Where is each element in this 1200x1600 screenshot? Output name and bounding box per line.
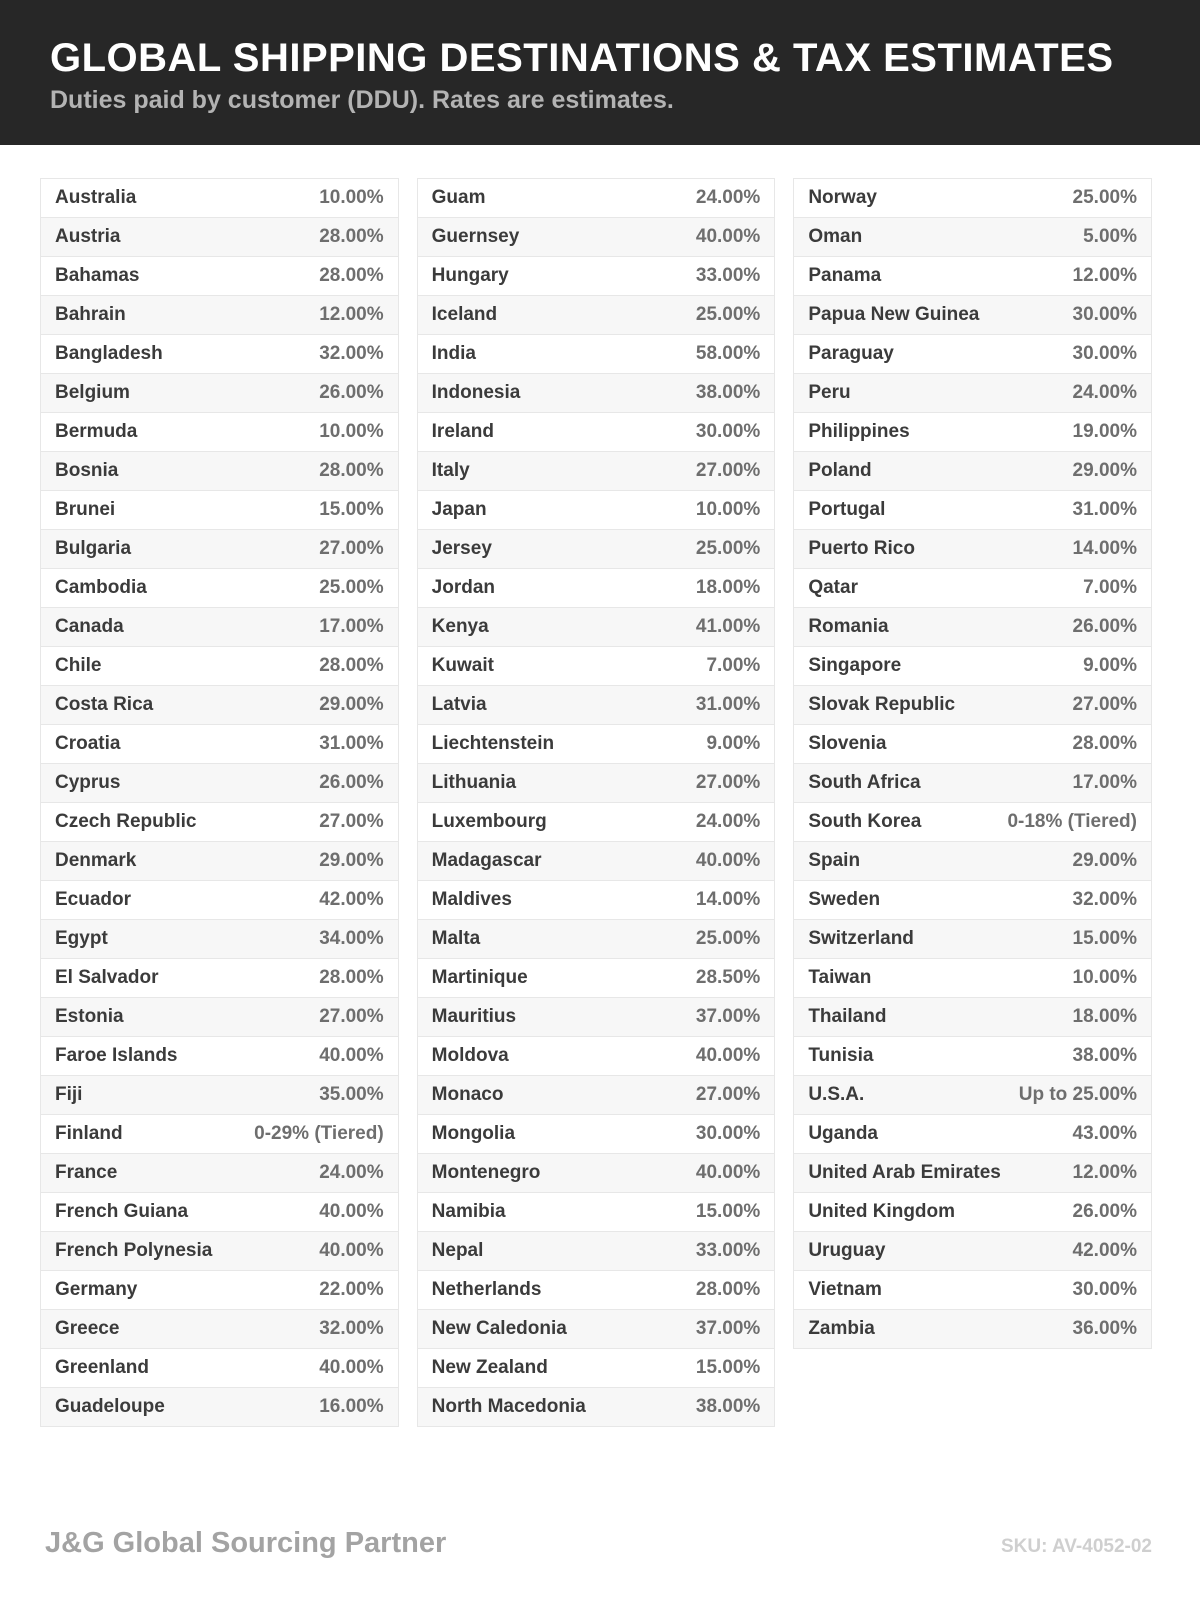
tax-rate: 40.00% — [695, 226, 761, 247]
rates-column-2 — [417, 178, 776, 1427]
tax-rate: 40.00% — [319, 1045, 384, 1066]
table-row — [418, 452, 775, 491]
tax-rate: 16.00% — [319, 1396, 384, 1417]
table-row — [794, 1193, 1151, 1232]
tax-rate: 29.00% — [1072, 460, 1137, 481]
tax-rate: 31.00% — [1072, 499, 1137, 520]
country-name: Guadeloupe — [55, 1396, 165, 1417]
tax-rate: 33.00% — [695, 1240, 761, 1261]
tax-rate: 37.00% — [695, 1318, 761, 1339]
tax-rate: 43.00% — [1072, 1123, 1137, 1144]
country-name: Cambodia — [55, 577, 147, 598]
table-row — [418, 530, 775, 569]
tax-rate: 15.00% — [1072, 928, 1137, 949]
table-row — [418, 1115, 775, 1154]
country-name: South Korea — [808, 811, 922, 832]
tax-rate: 30.00% — [1072, 343, 1137, 364]
country-name: Mauritius — [431, 1006, 517, 1027]
tax-rate: 38.00% — [695, 382, 761, 403]
country-name: Bosnia — [55, 460, 119, 481]
tax-rate: 42.00% — [319, 889, 384, 910]
country-name: Bangladesh — [55, 343, 163, 364]
table-row — [794, 1076, 1151, 1115]
table-row — [41, 257, 398, 296]
country-name: Monaco — [431, 1084, 504, 1105]
country-name: Slovak Republic — [808, 694, 956, 715]
table-row — [41, 218, 398, 257]
tax-rate: 27.00% — [319, 811, 384, 832]
tax-rate: 58.00% — [695, 343, 761, 364]
table-row — [41, 725, 398, 764]
table-row — [418, 920, 775, 959]
country-name: Portugal — [808, 499, 886, 520]
country-name: Papua New Guinea — [808, 304, 980, 325]
tax-rate: 40.00% — [319, 1240, 384, 1261]
tax-rate: 28.00% — [1072, 733, 1137, 754]
country-name: Taiwan — [808, 967, 872, 988]
rates-table — [40, 178, 1152, 1427]
tax-rate: 25.00% — [1072, 187, 1137, 208]
tax-rate: 0-18% (Tiered) — [1007, 811, 1137, 832]
table-row — [794, 1115, 1151, 1154]
country-name: Jordan — [431, 577, 496, 598]
tax-rate: 15.00% — [695, 1357, 761, 1378]
table-row — [41, 1310, 398, 1349]
tax-rate: 32.00% — [319, 343, 384, 364]
country-name: Belgium — [55, 382, 130, 403]
tax-rate: 25.00% — [695, 928, 761, 949]
table-row — [794, 257, 1151, 296]
table-row — [794, 179, 1151, 218]
country-name: Bahamas — [55, 265, 140, 286]
country-name: Puerto Rico — [808, 538, 915, 559]
tax-rate: 25.00% — [695, 538, 761, 559]
country-name: Costa Rica — [55, 694, 154, 715]
table-row — [41, 959, 398, 998]
tax-rate: 40.00% — [695, 1162, 761, 1183]
country-name: Denmark — [55, 850, 137, 871]
table-row — [418, 1193, 775, 1232]
tax-rate: 27.00% — [695, 772, 761, 793]
page-subtitle: Duties paid by customer (DDU). Rates are estimates. — [50, 86, 674, 114]
country-name: Fiji — [55, 1084, 83, 1105]
country-name: Faroe Islands — [55, 1045, 178, 1066]
table-row — [418, 608, 775, 647]
tax-rate: 15.00% — [695, 1201, 761, 1222]
tax-rate: 28.00% — [319, 460, 384, 481]
country-name: Egypt — [55, 928, 108, 949]
table-row — [418, 491, 775, 530]
sku-label: SKU: AV-4052-02 — [1000, 1536, 1152, 1557]
country-name: India — [431, 343, 476, 364]
country-name: Netherlands — [431, 1279, 542, 1300]
country-name: Czech Republic — [55, 811, 197, 832]
tax-rate: 28.00% — [319, 226, 384, 247]
country-name: Iceland — [431, 304, 498, 325]
country-name: New Zealand — [431, 1357, 548, 1378]
table-row — [794, 1310, 1151, 1348]
country-name: Ecuador — [55, 889, 132, 910]
tax-rate: 12.00% — [1072, 265, 1137, 286]
tax-rate: 12.00% — [1072, 1162, 1137, 1183]
tax-rate: 40.00% — [319, 1201, 384, 1222]
table-row — [794, 1232, 1151, 1271]
table-row — [418, 218, 775, 257]
country-name: Paraguay — [808, 343, 894, 364]
table-row — [41, 1193, 398, 1232]
country-name: Canada — [55, 616, 124, 637]
table-row — [794, 959, 1151, 998]
country-name: Zambia — [808, 1318, 875, 1339]
tax-rate: 5.00% — [1083, 226, 1137, 247]
table-row — [41, 530, 398, 569]
tax-rate: 26.00% — [319, 382, 384, 403]
tax-rate: 10.00% — [319, 187, 384, 208]
table-row — [794, 647, 1151, 686]
tax-rate: 24.00% — [1072, 382, 1137, 403]
brand-name: J&G Global Sourcing Partner — [45, 1527, 447, 1559]
country-name: Tunisia — [808, 1045, 874, 1066]
table-row — [418, 803, 775, 842]
country-name: U.S.A. — [808, 1084, 865, 1105]
tax-rate: 33.00% — [695, 265, 761, 286]
tax-rate: 35.00% — [319, 1084, 384, 1105]
country-name: Kuwait — [431, 655, 494, 676]
country-name: France — [55, 1162, 118, 1183]
table-row — [41, 1115, 398, 1154]
country-name: Vietnam — [808, 1279, 882, 1300]
table-row — [41, 1076, 398, 1115]
country-name: Uganda — [808, 1123, 879, 1144]
table-row — [794, 1037, 1151, 1076]
country-name: Mongolia — [431, 1123, 516, 1144]
table-row — [418, 257, 775, 296]
table-row — [41, 608, 398, 647]
table-row — [41, 803, 398, 842]
table-row — [794, 530, 1151, 569]
country-name: Chile — [55, 655, 102, 676]
country-name: United Arab Emirates — [808, 1162, 1001, 1183]
table-row — [794, 452, 1151, 491]
country-name: Bahrain — [55, 304, 126, 325]
table-row — [794, 491, 1151, 530]
tax-rate: 38.00% — [695, 1396, 761, 1417]
tax-rate: 30.00% — [1072, 304, 1137, 325]
table-row — [41, 686, 398, 725]
country-name: Norway — [808, 187, 877, 208]
tax-rate: 27.00% — [695, 1084, 761, 1105]
country-name: Cyprus — [55, 772, 121, 793]
tax-rate: 26.00% — [1072, 616, 1137, 637]
table-row — [41, 1388, 398, 1426]
country-name: Australia — [55, 187, 137, 208]
tax-rate: 28.00% — [695, 1279, 761, 1300]
tax-rate: 24.00% — [695, 187, 761, 208]
table-row — [41, 452, 398, 491]
table-row — [418, 1232, 775, 1271]
table-row — [794, 1154, 1151, 1193]
country-name: Estonia — [55, 1006, 124, 1027]
country-name: South Africa — [808, 772, 921, 793]
table-row — [418, 1154, 775, 1193]
country-name: Spain — [808, 850, 861, 871]
tax-rate: 28.00% — [319, 265, 384, 286]
country-name: French Guiana — [55, 1201, 189, 1222]
table-row — [418, 686, 775, 725]
table-row — [418, 647, 775, 686]
tax-rate: 36.00% — [1072, 1318, 1137, 1339]
table-row — [794, 725, 1151, 764]
page-title: GLOBAL SHIPPING DESTINATIONS & TAX ESTIMATES — [50, 36, 1114, 80]
table-row — [41, 1037, 398, 1076]
country-name: Poland — [808, 460, 872, 481]
table-row — [418, 1037, 775, 1076]
country-name: French Polynesia — [55, 1240, 213, 1261]
country-name: Jersey — [431, 538, 492, 559]
country-name: Oman — [808, 226, 863, 247]
tax-rate: 41.00% — [695, 616, 761, 637]
table-row — [418, 998, 775, 1037]
country-name: Singapore — [808, 655, 902, 676]
tax-rate: 17.00% — [319, 616, 384, 637]
country-name: Moldova — [431, 1045, 509, 1066]
tax-rate: 18.00% — [1072, 1006, 1137, 1027]
table-row — [41, 296, 398, 335]
tax-rate: 7.00% — [1083, 577, 1137, 598]
tax-rate: 30.00% — [1072, 1279, 1137, 1300]
table-row — [794, 998, 1151, 1037]
tax-rate: 26.00% — [319, 772, 384, 793]
rates-column-1 — [40, 178, 399, 1427]
country-name: Switzerland — [808, 928, 914, 949]
table-row — [418, 1271, 775, 1310]
tax-rate: 10.00% — [1072, 967, 1137, 988]
table-row — [794, 296, 1151, 335]
table-row — [418, 179, 775, 218]
table-row — [418, 374, 775, 413]
tax-rate: 10.00% — [319, 421, 384, 442]
country-name: Slovenia — [808, 733, 887, 754]
table-row — [794, 413, 1151, 452]
country-name: El Salvador — [55, 967, 159, 988]
country-name: Madagascar — [431, 850, 542, 871]
country-name: Montenegro — [431, 1162, 541, 1183]
tax-rate: 42.00% — [1072, 1240, 1137, 1261]
tax-rate: 9.00% — [1083, 655, 1137, 676]
table-row — [418, 1076, 775, 1115]
country-name: Greece — [55, 1318, 120, 1339]
table-row — [794, 803, 1151, 842]
table-row — [418, 569, 775, 608]
tax-rate: 22.00% — [319, 1279, 384, 1300]
country-name: Croatia — [55, 733, 121, 754]
tax-rate: 28.00% — [319, 967, 384, 988]
table-row — [41, 998, 398, 1037]
table-row — [794, 764, 1151, 803]
tax-rate: 14.00% — [695, 889, 761, 910]
country-name: Italy — [431, 460, 470, 481]
tax-rate: 29.00% — [319, 850, 384, 871]
country-name: Malta — [431, 928, 481, 949]
table-row — [418, 842, 775, 881]
table-row — [41, 491, 398, 530]
table-row — [794, 842, 1151, 881]
table-row — [794, 686, 1151, 725]
table-row — [41, 1154, 398, 1193]
tax-rate: 28.00% — [319, 655, 384, 676]
tax-rate: 30.00% — [695, 1123, 761, 1144]
tax-rate: 15.00% — [319, 499, 384, 520]
table-row — [794, 1271, 1151, 1310]
table-row — [41, 1232, 398, 1271]
country-name: Lithuania — [431, 772, 517, 793]
table-row — [41, 764, 398, 803]
country-name: Bulgaria — [55, 538, 132, 559]
country-name: Indonesia — [431, 382, 521, 403]
country-name: Nepal — [431, 1240, 484, 1261]
country-name: Liechtenstein — [431, 733, 555, 754]
tax-rate: Up to 25.00% — [1018, 1084, 1137, 1105]
tax-rate: 29.00% — [1072, 850, 1137, 871]
country-name: Brunei — [55, 499, 116, 520]
country-name: Martinique — [431, 967, 528, 988]
tax-rate: 27.00% — [319, 538, 384, 559]
table-row — [41, 374, 398, 413]
table-row — [418, 764, 775, 803]
table-row — [418, 881, 775, 920]
tax-rate: 12.00% — [319, 304, 384, 325]
tax-rate: 9.00% — [706, 733, 761, 754]
country-name: Philippines — [808, 421, 910, 442]
table-row — [418, 725, 775, 764]
country-name: United Kingdom — [808, 1201, 956, 1222]
country-name: Qatar — [808, 577, 858, 598]
tax-rate: 0-29% (Tiered) — [254, 1123, 384, 1144]
tax-rate: 29.00% — [319, 694, 384, 715]
country-name: Sweden — [808, 889, 881, 910]
tax-rate: 34.00% — [319, 928, 384, 949]
tax-rate: 18.00% — [695, 577, 761, 598]
country-name: Guernsey — [431, 226, 520, 247]
page-footer — [0, 1527, 1200, 1600]
table-row — [418, 959, 775, 998]
table-row — [41, 179, 398, 218]
table-row — [794, 218, 1151, 257]
country-name: Uruguay — [808, 1240, 886, 1261]
country-name: Kenya — [431, 616, 489, 637]
country-name: Panama — [808, 265, 882, 286]
table-row — [41, 881, 398, 920]
country-name: Thailand — [808, 1006, 887, 1027]
country-name: Guam — [431, 187, 486, 208]
tax-rate: 40.00% — [695, 1045, 761, 1066]
table-row — [794, 920, 1151, 959]
table-row — [418, 335, 775, 374]
tax-rate: 25.00% — [695, 304, 761, 325]
tax-rate: 40.00% — [695, 850, 761, 871]
tax-rate: 32.00% — [1072, 889, 1137, 910]
table-row — [41, 920, 398, 959]
tax-rate: 14.00% — [1072, 538, 1137, 559]
tax-rate: 25.00% — [319, 577, 384, 598]
table-row — [41, 842, 398, 881]
table-row — [418, 1349, 775, 1388]
country-name: Greenland — [55, 1357, 149, 1378]
tax-rate: 24.00% — [319, 1162, 384, 1183]
table-row — [418, 1388, 775, 1426]
tax-rate: 28.50% — [695, 967, 761, 988]
country-name: Maldives — [431, 889, 512, 910]
table-row — [794, 608, 1151, 647]
table-row — [41, 647, 398, 686]
table-row — [41, 1349, 398, 1388]
country-name: Austria — [55, 226, 121, 247]
tax-rate: 31.00% — [319, 733, 384, 754]
tax-rate: 37.00% — [695, 1006, 761, 1027]
table-row — [41, 569, 398, 608]
country-name: Latvia — [431, 694, 487, 715]
country-name: Japan — [431, 499, 487, 520]
tax-rate: 27.00% — [695, 460, 761, 481]
country-name: Germany — [55, 1279, 138, 1300]
country-name: Bermuda — [55, 421, 138, 442]
tax-rate: 19.00% — [1072, 421, 1137, 442]
tax-rate: 7.00% — [706, 655, 761, 676]
country-name: Hungary — [431, 265, 509, 286]
page-header — [0, 0, 1200, 145]
tax-rate: 40.00% — [319, 1357, 384, 1378]
table-row — [41, 1271, 398, 1310]
country-name: Peru — [808, 382, 851, 403]
tax-rate: 27.00% — [319, 1006, 384, 1027]
country-name: Finland — [55, 1123, 123, 1144]
country-name: Namibia — [431, 1201, 506, 1222]
rates-column-3 — [793, 178, 1152, 1349]
table-row — [794, 569, 1151, 608]
country-name: New Caledonia — [431, 1318, 567, 1339]
table-row — [794, 335, 1151, 374]
table-row — [794, 881, 1151, 920]
tax-rate: 17.00% — [1072, 772, 1137, 793]
tax-rate: 27.00% — [1072, 694, 1137, 715]
country-name: North Macedonia — [431, 1396, 586, 1417]
table-row — [41, 413, 398, 452]
tax-rate: 31.00% — [695, 694, 761, 715]
table-row — [41, 335, 398, 374]
tax-rate: 26.00% — [1072, 1201, 1137, 1222]
tax-rate: 10.00% — [695, 499, 761, 520]
table-row — [794, 374, 1151, 413]
table-row — [418, 296, 775, 335]
table-row — [418, 413, 775, 452]
tax-rate: 24.00% — [695, 811, 761, 832]
tax-rate: 30.00% — [695, 421, 761, 442]
table-row — [418, 1310, 775, 1349]
tax-rate: 32.00% — [319, 1318, 384, 1339]
country-name: Romania — [808, 616, 889, 637]
tax-rate: 38.00% — [1072, 1045, 1137, 1066]
country-name: Luxembourg — [431, 811, 547, 832]
country-name: Ireland — [431, 421, 494, 442]
